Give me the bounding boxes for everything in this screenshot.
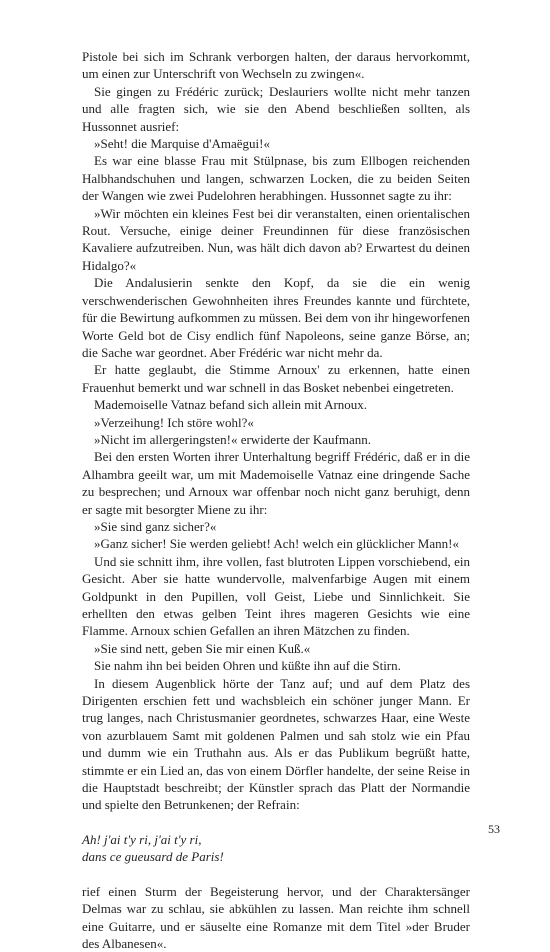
paragraph: Bei den ersten Worten ihrer Unterhaltung begriff Frédéric, daß er in die Alhambra geeilt war, um mit Mademoiselle Vatnaz eine dringende Sache zu besprechen; und Arnoux war offenbar noch nicht ganz beruhigt, denn er sagte mit besorgter Miene zu ihr: [82, 449, 470, 517]
paragraph: »Wir möchten ein kleines Fest bei dir veranstalten, einen orientalischen Rout. Versuche, einige deiner Freundinnen für diese französischen Kavaliere aufzutreiben. Nun, was hält dich davon ab? Erwartest du deinen Hidalgo?« [82, 205, 470, 273]
page-body [82, 48, 470, 952]
paragraph: Und sie schnitt ihm, ihre vollen, fast blutroten Lippen vorschiebend, ein Gesicht. Aber sie hatte wundervolle, malvenfarbige Augen mit einem Goldpunkt in den Pupillen, voll Geist, Liebe und Sinnlichkeit. Sie erhellten den etwas gelben Teint ihres mageren Gesichts wie eine Flamme. Arnoux schien Gefallen an ihren Mätzchen zu finden. [82, 553, 470, 639]
refrain-line: Ah! j'ai t'y ri, j'ai t'y ri, [82, 831, 202, 847]
paragraph: »Seht! die Marquise d'Amaëgui!« [94, 136, 270, 152]
paragraph: Mademoiselle Vatnaz befand sich allein mit Arnoux. [94, 397, 368, 413]
paragraph: »Sie sind ganz sicher?« [94, 518, 217, 534]
refrain-line: dans ce gueusard de Paris! [82, 849, 224, 865]
paragraph: Sie gingen zu Frédéric zurück; Deslauriers wollte nicht mehr tanzen und alle fragten sich, wie sie den Abend beschließen sollten, als Hussonnet ausrief: [82, 83, 470, 134]
song-refrain [82, 831, 470, 866]
paragraph: Er hatte geglaubt, die Stimme Arnoux' zu erkennen, hatte einen Frauenhut bemerkt und war schnell in das Bosket nebenbei eingetreten. [82, 362, 470, 395]
paragraph: »Nicht im allergeringsten!« erwiderte der Kaufmann. [94, 431, 371, 447]
paragraph: Die Andalusierin senkte den Kopf, da sie die ein wenig verschwenderischen Gewohnheiten ihres Freundes kannte und fürchtete, für die Bewirtung aufkommen zu müssen. Bei dem von ihr hingeworfenen Worte Geld bot de Cisy endlich fünf Napoleons, seine ganze Börse, an; die Sache war geordnet. Aber Frédéric war nicht mehr da. [82, 275, 470, 360]
paragraph: »Verzeihung! Ich störe wohl?« [94, 414, 254, 430]
paragraph: In diesem Augenblick hörte der Tanz auf; und auf dem Platz des Dirigenten erschien fett und wachsbleich ein schöner junger Mann. Er trug langes, nach Christusmanier geordnetes, schwarzes Haar, eine Weste von azurblauem Samt mit goldenen Palmen und sah stolz wie ein Pfau und dumm wie ein Truthahn aus. Als er das Publikum begrüßt hatte, stimmte er ein Lied an, das von einem Dörfler handelte, der seine Reise in die Hauptstadt beschreibt; der Künstler sprach das Platt der Normandie und spielte den Betrunkenen; der Refrain: [82, 675, 470, 813]
page-number: 53 [488, 822, 500, 836]
paragraph: »Ganz sicher! Sie werden geliebt! Ach! welch ein glücklicher Mann!« [94, 536, 459, 552]
paragraph: Pistole bei sich im Schrank verborgen halten, der daraus hervorkommt, um einen zur Unterschrift von Wechseln zu zwingen«. [82, 49, 470, 82]
paragraph: »Sie sind nett, geben Sie mir einen Kuß.« [94, 640, 311, 656]
paragraph-list [82, 48, 470, 814]
paragraph: Sie nahm ihn bei beiden Ohren und küßte ihn auf die Stirn. [94, 658, 401, 674]
paragraph: Es war eine blasse Frau mit Stülpnase, bis zum Ellbogen reichenden Halbhandschuhen und langen, schwarzen Locken, die zu beiden Seiten der Wangen wie zwei Pudelohren herabhingen. Hussonnet sagte zu ihr: [82, 153, 470, 204]
paragraph: rief einen Sturm der Begeisterung hervor, und der Charaktersänger Delmas war zu schlau, sie abkühlen zu lassen. Man reichte ihm schnell eine Guitarre, und er säuselte eine Romanze mit dem Titel »der Bruder des Albanesen«. [82, 883, 470, 951]
